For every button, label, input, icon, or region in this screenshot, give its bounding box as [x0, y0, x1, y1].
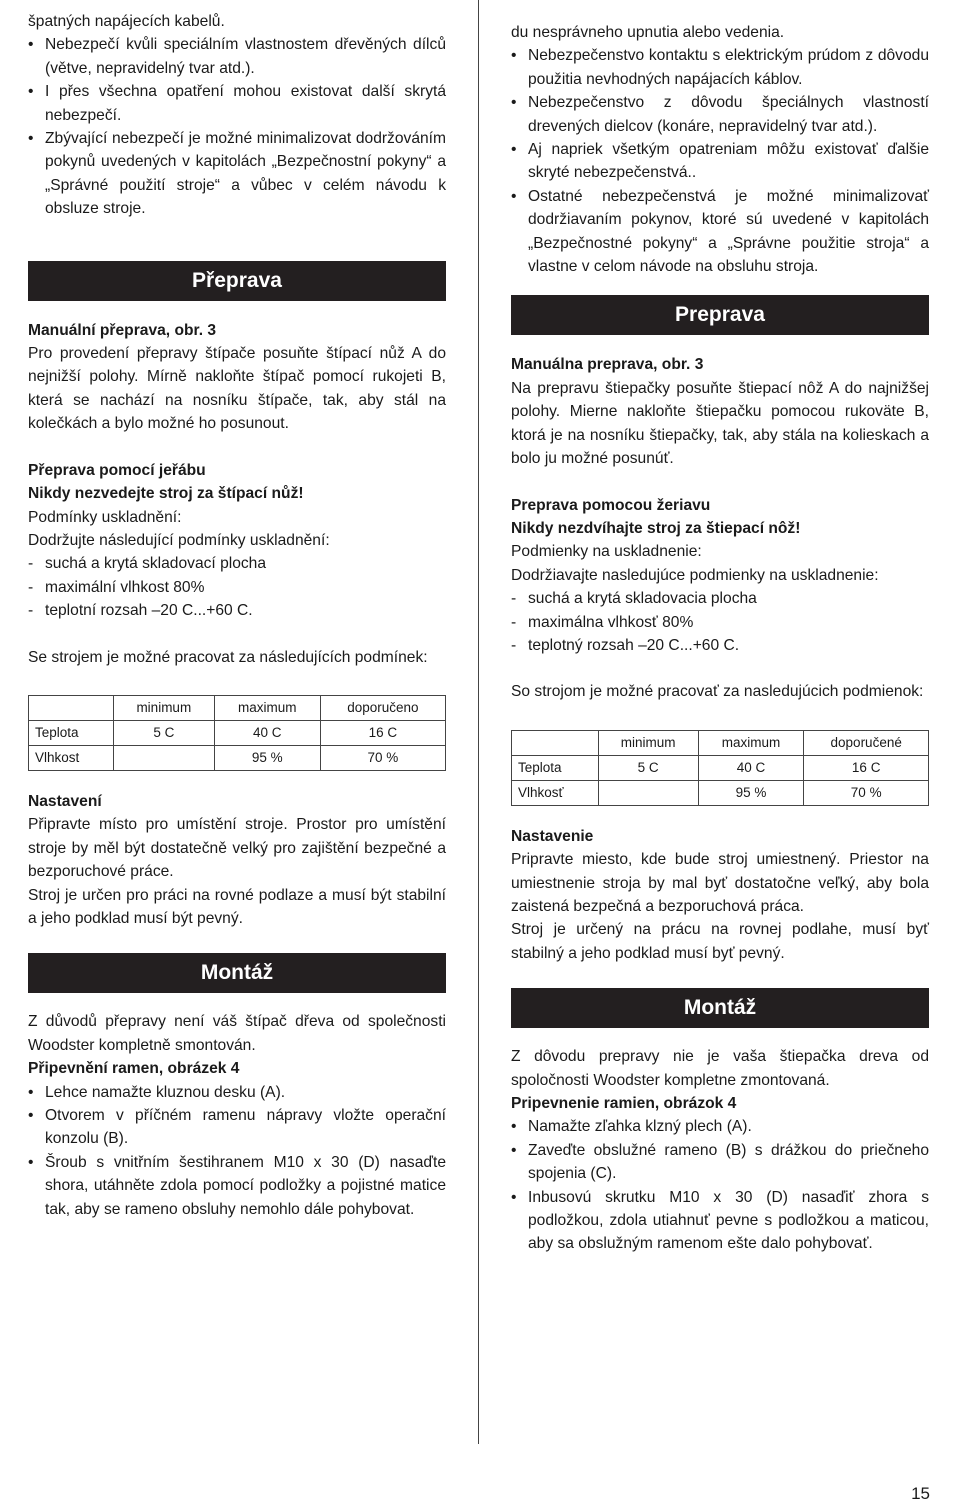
- storage-intro: Dodržujte následující podmínky uskladnění:: [28, 531, 330, 549]
- intro-bullet: • Nebezpečenstvo kontaktu s elektrickým prúdom z dôvodu použitia nevhodných napájacích káblov.: [511, 44, 929, 91]
- table-cell: [598, 780, 698, 805]
- arms-bullet: • Šroub s vnitřním šestihranem M10 x 30 (D) nasaďte shora, utáhněte zdola pomocí podložky a pojistné matice tak, aby se rameno obsluhy nemohlo dále pohybovat.: [28, 1151, 446, 1221]
- conditions-text: So strojom je možné pracovať za nasledujúcich podmienok:: [511, 683, 924, 701]
- setup-section: [511, 825, 929, 965]
- column-divider: [478, 0, 479, 1444]
- right-intro: [511, 21, 929, 278]
- manual-transport-title: Manuální přeprava, obr. 3: [28, 321, 217, 339]
- bullet-dot: •: [28, 1083, 34, 1101]
- left-intro: [28, 10, 446, 221]
- section-header-assembly: Montáž: [511, 988, 929, 1028]
- storage-item: - teplotní rozsah –20 C...+60 C.: [28, 602, 253, 620]
- bullet-dot: •: [28, 130, 34, 148]
- table-cell: [512, 730, 599, 755]
- table-cell: Teplota: [512, 755, 599, 780]
- setup-text: Pripravte miesto, kde bude stroj umiestnený. Priestor na umiestnenie stroja by mal byť dostatočne veľký, aby bola zaistená bezpečná a bezporuchová práca.: [511, 851, 929, 915]
- table-cell: doporučené: [804, 730, 929, 755]
- section-header-transport: Preprava: [511, 295, 929, 335]
- crane-title: Preprava pomocou žeriavu: [511, 496, 711, 514]
- arms-bullet: • Inbusovú skrutku M10 x 30 (D) nasaďiť zhora s podložkou, zdola utiahnuť pevne s podložkou a maticou, aby sa obslužným ramenom ešte dalo pohybovať.: [511, 1186, 929, 1256]
- intro-line: špatných napájecích kabelů.: [28, 13, 225, 30]
- intro-bullet: • I přes všechna opatření mohou existovat další skrytá nebezpečí.: [28, 80, 446, 127]
- intro-bullet: • Nebezpečí kvůli speciálním vlastnostem dřevěných dílců (větve, nepravidelný tvar atd.).: [28, 33, 446, 80]
- table-cell: 70 %: [804, 780, 929, 805]
- conditions-text: Se strojem je možné pracovat za následujících podmínek:: [28, 648, 428, 666]
- storage-item: - teplotný rozsah –20 C...+60 C.: [511, 636, 740, 654]
- storage-item: - suchá a krytá skladovací plocha: [28, 555, 267, 573]
- bullet-dot: •: [511, 141, 517, 159]
- right-column: [511, 0, 929, 1256]
- crane-title: Přeprava pomocí jeřábu: [28, 461, 206, 479]
- bullet-dot: •: [28, 1107, 34, 1124]
- manual-transport-section: [511, 353, 929, 470]
- assembly-text: Z dôvodu prepravy nie je vaša štiepačka dreva od spoločnosti Woodster kompletne zmontovaná.: [511, 1048, 929, 1089]
- section-header-assembly: Montáž: [28, 953, 446, 993]
- intro-bullet: • Ostatné nebezpečenstvá je možné minimalizovať dodržiavaním pokynov, ktoré sú uvedené v kapitolách „Bezpečnostné pokyny“ a „Správne použitie stroja“ a vlastne v celom návode na obsluhu stroja.: [511, 185, 929, 279]
- table-cell: 5 C: [114, 720, 215, 745]
- table-cell: Vlhkosť: [512, 780, 599, 805]
- setup-text: Stroj je určený na prácu na rovnej podlahe, musí byť stabilný a jeho podklad musí byť pevný.: [511, 921, 929, 962]
- setup-text: Připravte místo pro umístění stroje. Prostor pro umístění stroje by měl být dostatečně velký pro zajištění bezpečné a bezporuchové práce.: [28, 816, 446, 881]
- manual-transport-section: [28, 319, 446, 436]
- storage-item: - maximálna vlhkosť 80%: [511, 613, 694, 631]
- bullet-dot: •: [511, 187, 517, 205]
- intro-bullet: • Zbývající nebezpečí je možné minimalizovat dodržováním pokynů uvedených v kapitolách „Bezpečnostní pokyny“ a „Správné použití stroje“ a vůbec v celém návodu k obsluze stroje.: [28, 127, 446, 221]
- storage-intro: Dodržiavajte nasledujúce podmienky na uskladnenie:: [511, 566, 879, 584]
- bullet-dot: •: [511, 47, 517, 65]
- bullet-dot: •: [28, 83, 34, 101]
- table-row: [512, 780, 929, 805]
- table-header-row: [29, 695, 446, 720]
- assembly-section: [28, 1010, 446, 1221]
- arms-bullet: • Otvorem v příčném ramenu nápravy vložte operační konzolu (B).: [28, 1104, 446, 1151]
- intro-bullet: • Aj napriek všetkým opatreniam môžu existovať ďalšie skryté nebezpečenstvá..: [511, 138, 929, 185]
- table-header-row: [512, 730, 929, 755]
- table-row: [29, 720, 446, 745]
- bullet-dot: •: [511, 94, 517, 112]
- section-header-transport: Přeprava: [28, 261, 446, 301]
- setup-section: [28, 790, 446, 930]
- storage-title: Podmínky uskladnění:: [28, 508, 182, 526]
- conditions-table: [28, 695, 446, 771]
- table-cell: 5 C: [598, 755, 698, 780]
- table-cell: 40 C: [214, 720, 320, 745]
- table-cell: doporučeno: [320, 695, 445, 720]
- table-cell: maximum: [698, 730, 804, 755]
- arms-bullet: • Zaveďte obslužné rameno (B) s drážkou do priečneho spojenia (C).: [511, 1139, 929, 1186]
- bullet-dot: •: [511, 1141, 517, 1159]
- manual-transport-text: Na prepravu štiepačky posuňte štiepací nôž A do najnižšej polohy. Mierne nakloňte štiepačku pomocou rukoväte B, ktorá je na nosníku štiepačky, tak, aby stála na kolieskach a bolo ju možné posunúť.: [511, 379, 929, 468]
- arms-title: Připevnění ramen, obrázek 4: [28, 1060, 240, 1078]
- table-cell: maximum: [214, 695, 320, 720]
- table-row: [512, 755, 929, 780]
- setup-title: Nastavenie: [511, 827, 594, 845]
- setup-title: Nastavení: [28, 792, 102, 810]
- bullet-dot: •: [511, 1118, 517, 1136]
- bullet-dot: •: [28, 1153, 34, 1171]
- crane-section: [511, 494, 929, 658]
- table-cell: [114, 745, 215, 770]
- table-cell: 40 C: [698, 755, 804, 780]
- assembly-text: Z důvodů přepravy není váš štípač dřeva od společnosti Woodster kompletně smontován.: [28, 1013, 446, 1054]
- bullet-dot: •: [511, 1188, 517, 1206]
- crane-section: [28, 459, 446, 623]
- crane-warning: Nikdy nezvedejte stroj za štípací nůž!: [28, 485, 304, 503]
- table-cell: minimum: [114, 695, 215, 720]
- table-cell: 70 %: [320, 745, 445, 770]
- storage-title: Podmienky na uskladnenie:: [511, 543, 702, 561]
- storage-item: - maximální vlhkost 80%: [28, 578, 205, 596]
- intro-bullet: • Nebezpečenstvo z dôvodu špeciálnych vlastností drevených dielcov (konáre, nepravidelný tvar atd.).: [511, 91, 929, 138]
- table-cell: 16 C: [320, 720, 445, 745]
- assembly-section: [511, 1045, 929, 1256]
- bullet-dot: •: [28, 36, 34, 54]
- storage-item: - suchá a krytá skladovacia plocha: [511, 590, 757, 608]
- arms-bullet: • Lehce namažte kluznou desku (A).: [28, 1081, 446, 1104]
- arms-bullet: • Namažte zľahka klzný plech (A).: [511, 1115, 929, 1138]
- conditions-table: [511, 730, 929, 806]
- table-cell: 95 %: [214, 745, 320, 770]
- table-cell: minimum: [598, 730, 698, 755]
- setup-text: Stroj je určen pro práci na rovné podlaze a musí být stabilní a jeho podklad musí být pevný.: [28, 886, 446, 927]
- table-cell: 16 C: [804, 755, 929, 780]
- table-cell: 95 %: [698, 780, 804, 805]
- table-cell: Vlhkost: [29, 745, 114, 770]
- manual-transport-title: Manuálna preprava, obr. 3: [511, 356, 704, 374]
- intro-line: du nesprávneho upnutia alebo vedenia.: [511, 24, 785, 41]
- left-column: [28, 0, 446, 1221]
- table-cell: Teplota: [29, 720, 114, 745]
- manual-transport-text: Pro provedení přepravy štípače posuňte štípací nůž A do nejnižší polohy. Mírně nakloňte štípač pomocí rukojeti B, která se nachází na nosníku štípače, tak, aby stál na kolečkách a bylo možné ho posunout.: [28, 345, 446, 433]
- table-row: [29, 745, 446, 770]
- arms-title: Pripevnenie ramien, obrázok 4: [511, 1095, 737, 1112]
- crane-warning: Nikdy nezdvíhajte stroj za štiepací nôž!: [511, 519, 801, 537]
- page-number: 15: [911, 1484, 930, 1502]
- table-cell: [29, 695, 114, 720]
